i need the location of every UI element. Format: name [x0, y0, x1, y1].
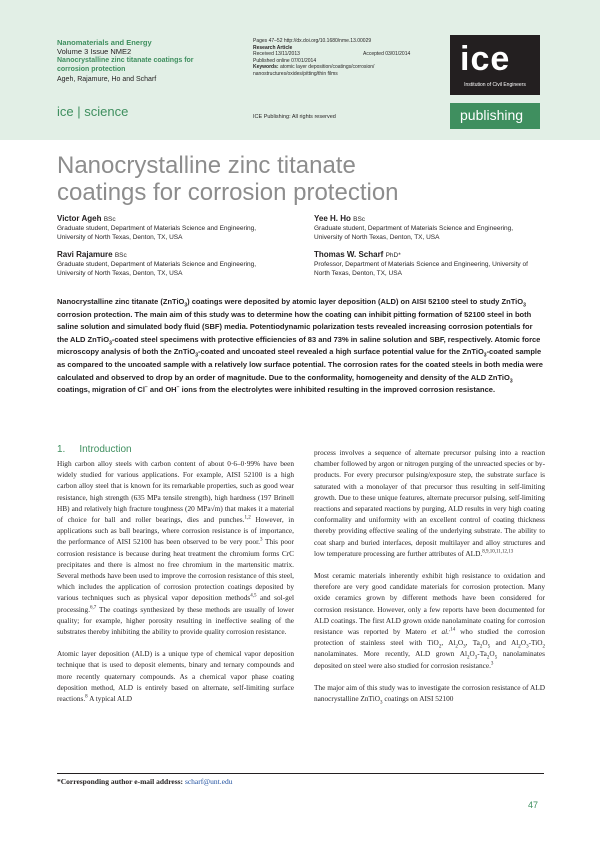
author-name: Thomas W. Scharf: [314, 250, 384, 259]
accepted-date: Accepted 03/01/2014: [363, 51, 411, 58]
header-band: [0, 0, 600, 140]
corresponding-label: *Corresponding author e-mail address:: [57, 777, 184, 786]
section-tag-science: science: [84, 104, 129, 119]
title-line2: coatings for corrosion protection: [57, 179, 399, 206]
author-block: [314, 249, 549, 278]
publishing-badge: [450, 103, 540, 129]
logo-institution: Institution of Civil Engineers: [464, 82, 526, 88]
article-meta: [253, 38, 433, 78]
short-title-line2: corrosion protection: [57, 66, 126, 73]
author-block: [57, 249, 297, 278]
authors-short: Ageh, Rajamure, Ho and Scharf: [57, 76, 157, 83]
author-affiliation-2: North Texas, Denton, TX, USA: [314, 269, 402, 277]
page-number: 47: [528, 800, 539, 810]
paragraph: Most ceramic materials inherently exhibit high resistance to oxidation and therefore are very good candidate materials for corrosion protection. Many oxide ceramics grown by different methods have been considered for corrosion resistance. However, only a few reports have been documented for ALD coatings. The first ALD grown oxide nanolaminate coating for corrosion resistance was reported by Matero et al.$^{,14}$ who studied the corrosion protection of stainless steel with TiO$_2$, $Al_2O_3$, $Ta_2O_5$ and $Al_2O_3-TiO_2$ nanolaminates. More recently, ALD grown $Al_2O_3-Ta_2O_5$ nanolaminates deposited on steel were also studied for corrosion resistance.$^3$: [314, 571, 546, 670]
paragraph: process involves a sequence of alternate precursor pulsing into a reaction chamber followed by argon or nitrogen purging of the unreacted species or by-products. For every precursor pulsing/exposure step, the substrate surface is saturated with a monolayer of that precursor thus resulting in self-limiting growth. Due to these unique features, alternate precursor pulsing, self-limiting reactions and separated reactions by purging, ALD results in very high coating conformality and uniformity with an excellent control of coating thickness thereby providing effective sealing of the underlying substrate. The ability to coat sharp and buried interfaces, deposit multilayer and alloy structures and low temperature processing are further attributes of ALD.$^{8,9,10,11,12,13}$: [314, 448, 545, 558]
section-tag: [57, 104, 128, 119]
author-email-link[interactable]: scharf@unt.edu: [184, 777, 233, 786]
author-degree: BSc: [114, 252, 127, 259]
section-heading: [57, 444, 132, 455]
ice-logo: [450, 35, 540, 95]
author-name: Yee H. Ho: [314, 214, 351, 223]
abstract: Nanocrystalline zinc titanate (ZnTiO$_3$) coatings were deposited by atomic layer deposition (ALD) on AISI 52100 steel to study ZnTiO$_3$ corrosion protection. The main aim of this study was to determine how the coating can inhibit pitting formation of 52100 steel in both saline solution and simulated body fluid (SBF) media. Potentiodynamic polarization tests revealed increasing corrosion potentials for the ALD ZnTiO$_3$-coated steel specimens with protective efficiencies of 83 and 73% in saline solution and SBF, respectively. Atomic force microscopy analysis of both the ZnTiO$_3$-coated and uncoated steel revealed a high surface potential value for the ZnTiO$_3$-coated sample as compared to the uncoated sample with a relatively low surface potential. The corrosion rates for the coated steels in both media were calculated and observed to drop by an order of magnitude. Due to the conformality, homogeneity and density of the ALD ZnTiO$_3$ coatings, migration of Cl− and OH− ions from the electrolytes were inhibited resulting in the improved corrosion resistance.: [57, 297, 543, 395]
author-affiliation-1: Professor, Department of Materials Science and Engineering, University of: [314, 261, 528, 268]
author-affiliation-2: University of North Texas, Denton, TX, USA: [314, 233, 440, 241]
corresponding-author: [57, 777, 232, 786]
author-affiliation-1: Graduate student, Department of Materials Science and Engineering,: [57, 261, 257, 268]
volume-issue: Volume 3 Issue NME2: [57, 47, 132, 56]
author-degree: PhD*: [385, 252, 401, 259]
author-degree: BSc: [103, 216, 116, 223]
published-date: Published online 07/01/2014: [253, 57, 317, 64]
keywords-line2: nanostructures/oxides/pitting/thin films: [253, 70, 338, 77]
section-tag-ice: ice: [57, 104, 74, 119]
keywords-label: Keywords:: [253, 64, 279, 71]
footnote-rule: [57, 773, 544, 774]
author-block: [314, 213, 549, 242]
section-title: Introduction: [79, 444, 132, 455]
article-type: Research Article: [253, 44, 293, 51]
paragraph: High carbon alloy steels with carbon content of about 0·6–0·99% have been widely studied for various applications. For example, AISI 52100 is a high carbon alloy steel that is known for its remarkable properties, such as good wear resistance, high strength (635 MPa tensile strength), high hardness (197 Brinell HB) and relatively high fracture toughness (20 MPa√m) that makes it a material of choice for ball and roller bearings, dies and punches.$^{1,2}$ However, in applications such as ball bearings, where corrosion resistance is of importance, the performance of AISI 52100 has been observed to be very poor.$^3$ This poor corrosion resistance is because during heat treatment the chromium forms CrC precipitates and there is almost no free chromium in the martensitic matrix. Several methods have been used to improve the corrosion resistance of this steel, which includes the application of corrosion protection coatings deposited by various techniques such as physical vapor deposition methods$^{4,5}$ and sol-gel processing.$^{6,7}$ The coatings synthesized by these methods are usually of lower quality; for example, higher porosity resulting in ineffective sealing of the substrates thereby inhibiting the ability to provide quality corrosion resistance.: [57, 459, 295, 637]
author-name: Ravi Rajamure: [57, 250, 113, 259]
title-line1: Nanocrystalline zinc titanate: [57, 152, 356, 179]
short-title-line1: Nanocrystalline zinc titanate coatings for: [57, 57, 194, 64]
author-affiliation-1: Graduate student, Department of Materials Science and Engineering,: [57, 225, 257, 232]
logo-word: ice: [460, 40, 511, 78]
body-left-column: [57, 458, 294, 715]
journal-info: [57, 38, 227, 84]
paragraph: The major aim of this study was to investigate the corrosion resistance of ALD nanocrystalline ZnTiO$_3$ coatings on AISI 52100: [314, 682, 545, 706]
author-name: Victor Ageh: [57, 214, 102, 223]
author-affiliation-2: University of North Texas, Denton, TX, USA: [57, 269, 183, 277]
article-title: [57, 152, 517, 206]
author-block: [57, 213, 297, 242]
received-date: Received 13/11/2013: [253, 51, 300, 58]
keywords-line1: atomic layer deposition/coatings/corrosion/: [278, 64, 375, 71]
publishing-label: publishing: [460, 107, 524, 123]
pages-doi[interactable]: Pages 47–52 http://dx.doi.org/10.1680/nme.13.00029: [253, 38, 372, 44]
paragraph: Atomic layer deposition (ALD) is a unique type of chemical vapor deposition technique that is used to deposit elements, binary and ternary compounds and more recently quaternary compounds. As a chemical vapor phase coating deposition method, ALD is entirely based on alternate, self-limiting surface reactions.$^8$ A typical ALD: [57, 649, 294, 704]
author-affiliation-1: Graduate student, Department of Materials Science and Engineering,: [314, 225, 514, 232]
section-tag-separator: |: [77, 104, 81, 119]
author-affiliation-2: University of North Texas, Denton, TX, USA: [57, 233, 183, 241]
section-number: 1.: [57, 444, 66, 455]
journal-name: Nanomaterials and Energy: [57, 38, 152, 47]
copyright: ICE Publishing: All rights reserved: [253, 114, 336, 120]
author-degree: BSc: [353, 216, 366, 223]
body-right-column: [314, 447, 545, 715]
